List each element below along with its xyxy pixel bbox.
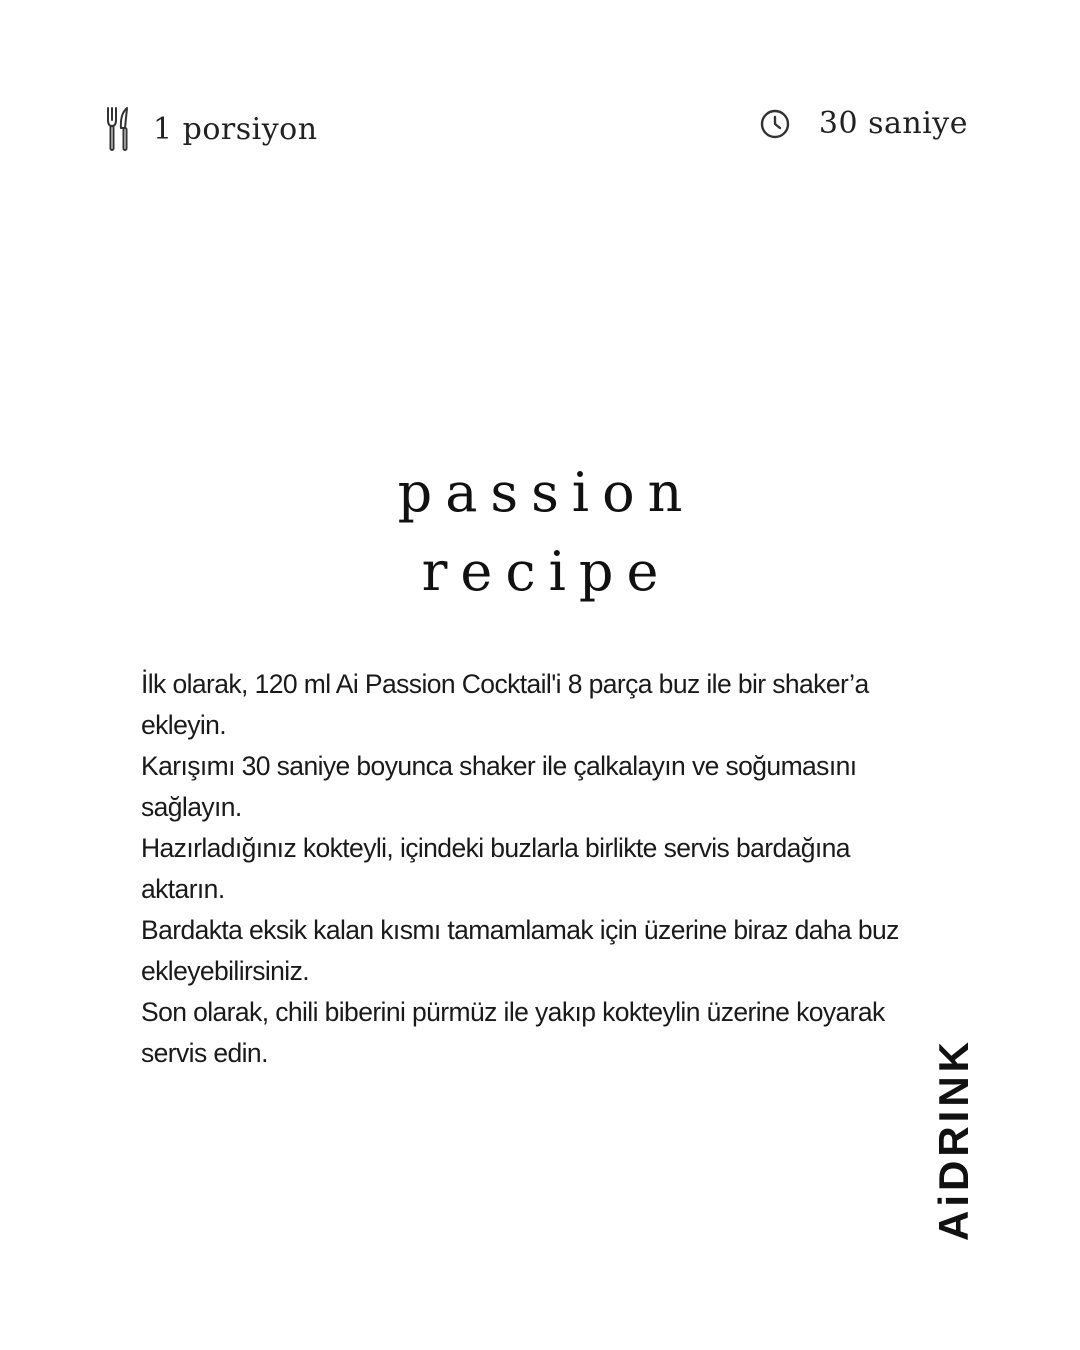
- aidrink-logo: [928, 1025, 977, 1241]
- clock-icon: [759, 108, 791, 140]
- title-line-1: passion: [397, 461, 696, 524]
- step-text: Bardakta eksik kalan kısmı tamamlamak için üzerine biraz daha buz ekleyebilirsiniz.: [141, 915, 899, 986]
- logo-text: AiDRINK: [930, 1038, 977, 1241]
- step-text: Son olarak, chili biberini pürmüz ile yakıp kokteylin üzerine koyarak servis edin.: [141, 997, 885, 1068]
- step-text: İlk olarak, 120 ml Ai Passion Cocktail'i 8 parça buz ile bir shaker’a ekleyin.: [141, 669, 869, 740]
- recipe-steps: [141, 664, 931, 1074]
- title-line-2: recipe: [421, 540, 672, 603]
- servings-info: [105, 106, 318, 152]
- step-text: Hazırladığınız kokteyli, içindeki buzlarla birlikte servis bardağına aktarın.: [141, 833, 850, 904]
- fork-knife-icon: [105, 106, 131, 152]
- servings-text: 1 porsiyon: [153, 111, 318, 147]
- time-info: [759, 106, 968, 141]
- time-text: 30 saniye: [818, 106, 968, 141]
- step-text: Karışımı 30 saniye boyunca shaker ile çalkalayın ve soğumasını sağlayın.: [141, 751, 857, 822]
